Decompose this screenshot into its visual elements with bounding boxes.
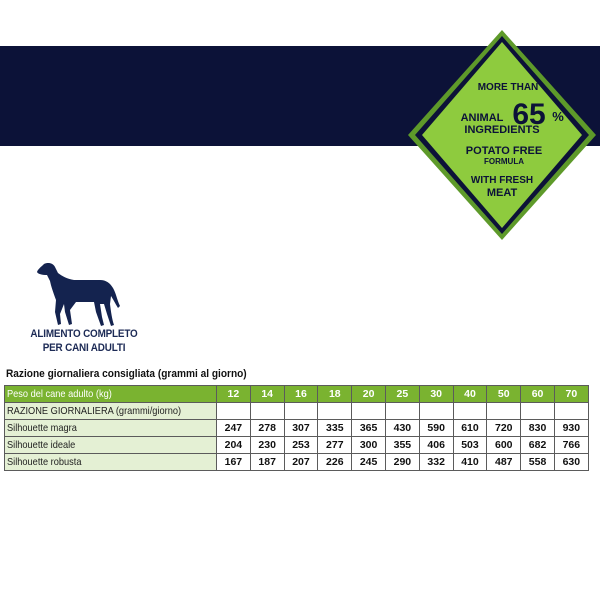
table-title: Razione giornaliera consigliata (grammi al giorno) [6, 368, 247, 380]
badge-meat: MEAT [486, 187, 518, 199]
table-row-ideale [5, 437, 589, 454]
table-row-magra [5, 420, 589, 437]
weight-cell: 12 [217, 386, 251, 403]
empty-cell [453, 403, 487, 420]
value-cell: 332 [419, 454, 453, 471]
claims-badge [408, 30, 596, 240]
weight-cell: 30 [419, 386, 453, 403]
value-cell: 300 [352, 437, 386, 454]
weight-cell: 60 [521, 386, 555, 403]
caption-line-2: PER CANI ADULTI [42, 342, 126, 354]
value-cell: 253 [284, 437, 318, 454]
value-cell: 230 [250, 437, 284, 454]
value-cell: 600 [487, 437, 521, 454]
caption-line-1: ALIMENTO COMPLETO [30, 328, 138, 340]
weight-cell: 16 [284, 386, 318, 403]
row-label-cell [5, 420, 217, 437]
dog-silhouette-icon [34, 262, 122, 330]
value-cell: 406 [419, 437, 453, 454]
subheader-label: RAZIONE GIORNALIERA (grammi/giorno) [7, 405, 182, 417]
row-label: Silhouette ideale [7, 439, 76, 451]
weight-header-cell [5, 386, 217, 403]
value-cell: 590 [419, 420, 453, 437]
row-label: Silhouette magra [7, 422, 77, 434]
value-cell: 365 [352, 420, 386, 437]
empty-cell [487, 403, 521, 420]
value-cell: 558 [521, 454, 555, 471]
value-cell: 355 [385, 437, 419, 454]
value-cell: 410 [453, 454, 487, 471]
subheader-cell [5, 403, 217, 420]
badge-ingredients: INGREDIENTS [464, 124, 540, 136]
product-type-block [22, 262, 152, 362]
product-caption [28, 327, 140, 355]
value-cell: 187 [250, 454, 284, 471]
table-row-robusta [5, 454, 589, 471]
value-cell: 830 [521, 420, 555, 437]
badge-potato-free: POTATO FREE [465, 145, 543, 157]
value-cell: 277 [318, 437, 352, 454]
row-label-cell [5, 437, 217, 454]
badge-percent-sign: % [552, 109, 564, 124]
empty-cell [217, 403, 251, 420]
empty-cell [419, 403, 453, 420]
value-cell: 226 [318, 454, 352, 471]
weight-cell: 18 [318, 386, 352, 403]
badge-percent-number: 65 [512, 98, 546, 131]
value-cell: 630 [554, 454, 588, 471]
row-label-cell [5, 454, 217, 471]
empty-cell [554, 403, 588, 420]
weight-cell: 70 [554, 386, 588, 403]
value-cell: 167 [217, 454, 251, 471]
badge-more-than: MORE THAN [477, 82, 539, 93]
weight-cell: 14 [250, 386, 284, 403]
value-cell: 245 [352, 454, 386, 471]
value-cell: 430 [385, 420, 419, 437]
value-cell: 290 [385, 454, 419, 471]
badge-with-fresh: WITH FRESH [470, 175, 534, 186]
badge-animal: ANIMAL [460, 112, 504, 124]
value-cell: 487 [487, 454, 521, 471]
value-cell: 766 [554, 437, 588, 454]
empty-cell [318, 403, 352, 420]
empty-cell [521, 403, 555, 420]
empty-cell [385, 403, 419, 420]
value-cell: 207 [284, 454, 318, 471]
badge-formula: FORMULA [484, 157, 524, 166]
weight-cell: 20 [352, 386, 386, 403]
ration-table [4, 385, 589, 471]
empty-cell [284, 403, 318, 420]
weight-header-label: Peso del cane adulto (kg) [7, 388, 112, 400]
row-label: Silhouette robusta [7, 456, 82, 468]
value-cell: 307 [284, 420, 318, 437]
value-cell: 610 [453, 420, 487, 437]
value-cell: 335 [318, 420, 352, 437]
empty-cell [352, 403, 386, 420]
weight-cell: 25 [385, 386, 419, 403]
empty-cell [250, 403, 284, 420]
value-cell: 278 [250, 420, 284, 437]
weight-header-row [5, 386, 589, 403]
weight-cell: 50 [487, 386, 521, 403]
value-cell: 204 [217, 437, 251, 454]
value-cell: 503 [453, 437, 487, 454]
subheader-row [5, 403, 589, 420]
value-cell: 682 [521, 437, 555, 454]
value-cell: 720 [487, 420, 521, 437]
value-cell: 247 [217, 420, 251, 437]
value-cell: 930 [554, 420, 588, 437]
weight-cell: 40 [453, 386, 487, 403]
